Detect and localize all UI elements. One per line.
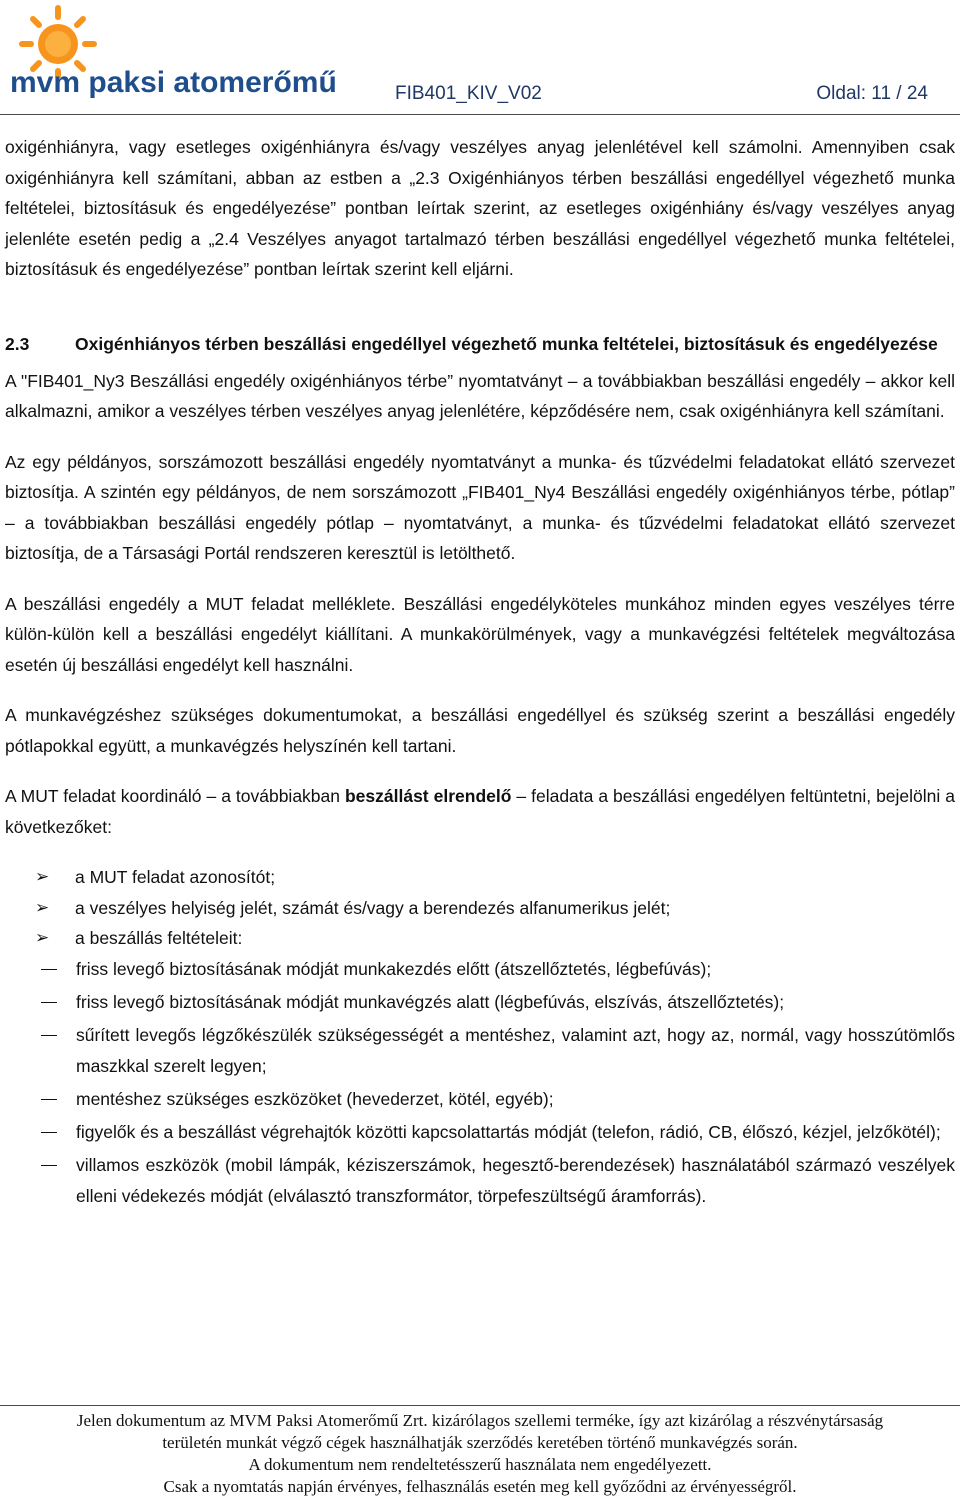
mvm-paksi-atomeromu-logo xyxy=(6,4,356,100)
dash-bullet-icon xyxy=(41,1132,57,1133)
page-number: Oldal: 11 / 24 xyxy=(816,83,928,104)
list-item xyxy=(5,923,955,954)
paragraph-5-start: A MUT feladat koordináló – a továbbiakban xyxy=(5,786,345,806)
sub-list-item xyxy=(5,987,955,1018)
intro-paragraph: oxigénhiányra, vagy esetleges oxigénhiányra és/vagy veszélyes anyag jelenlétével kell számolni. Amennyiben csak oxigénhiányra kell számítani, abban az estben a „2.3 Oxigénhiányos térben beszállási engedéllyel végezhető munka feltételei, biztosításuk és engedélyezése” pontban leírtak szerint, az esetleges oxigénhiány és/vagy veszélyes anyag jelenléte esetén pedig a „2.4 Veszélyes anyagot tartalmazó térben beszállási engedéllyel végezhető munka feltételei, biztosításuk és engedélyezése” pontban leírtak szerint kell eljárni. xyxy=(5,137,955,279)
list-item-text: a veszélyes helyiség jelét, számát és/vagy a berendezés alfanumerikus jelét; xyxy=(75,897,671,918)
sub-list-item-text: sűrített levegős légzőkészülék szükségességét a mentéshez, valamint azt, hogy az, normál, vagy hosszútömlős maszkkal szerelt legyen; xyxy=(76,1024,955,1076)
footer-line-1: Jelen dokumentum az MVM Paksi Atomerőmű Zrt. kizárólagos szellemi terméke, így azt kizárólag a részvénytársaság xyxy=(76,1411,884,1430)
list-item-text: a MUT feladat azonosítót; xyxy=(75,867,276,887)
dash-bullet-icon xyxy=(41,1165,57,1166)
page-footer xyxy=(0,1410,960,1498)
paragraph-5-end: – feladata a beszállási engedélyen feltüntetni, bejelölni a következőket: xyxy=(5,786,955,837)
sub-list-item xyxy=(5,1150,955,1212)
list-item xyxy=(5,893,955,924)
dash-bullet-icon xyxy=(41,969,57,970)
sub-list-item-text: mentéshez szükséges eszközöket (hevederzet, kötél, egyéb); xyxy=(76,1088,554,1109)
sub-list-item-text: villamos eszközök (mobil lámpák, kéziszerszámok, hegesztő-berendezések) használatából származó veszélyek elleni védekezés módját (elválasztó transzformátor, törpefeszültségű áramforrás). xyxy=(76,1154,955,1206)
sub-list-item-text: friss levegő biztosításának módját munkavégzés alatt (légbefúvás, elszívás, átszellőztetés); xyxy=(76,991,785,1012)
dash-bullet-icon xyxy=(41,1035,57,1036)
sub-list-item xyxy=(5,1117,955,1148)
page-header xyxy=(0,0,960,118)
sub-list-item xyxy=(5,1084,955,1115)
paragraph-1: A "FIB401_Ny3 Beszállási engedély oxigénhiányos térbe” nyomtatványt – a továbbiakban beszállási engedély – akkor kell alkalmazni, amikor a veszélyes térben veszélyes anyag jelenlétére, képződésére nem, csak oxigénhiányra kell számítani. xyxy=(5,370,955,421)
list-item xyxy=(5,862,955,893)
paragraph-5 xyxy=(5,781,955,842)
footer-divider xyxy=(0,1405,960,1406)
arrow-bullet-icon: ➢ xyxy=(35,897,50,917)
list-item-text: a beszállás feltételeit: xyxy=(75,928,243,948)
arrow-bullet-icon: ➢ xyxy=(35,928,50,947)
sub-list-item xyxy=(5,1020,955,1082)
paragraph-2: Az egy példányos, sorszámozott beszállási engedély nyomtatványt a munka- és tűzvédelmi feladatokat ellátó szervezet biztosítja. A szintén egy példányos, de nem sorszámozott „FIB401_Ny4 Beszállási engedély oxigénhiányos térbe, pótlap” – a továbbiakban beszállási engedély pótlap – nyomtatványt, a munka- és tűzvédelmi feladatokat ellátó szervezet biztosítja, de a Társasági Portál rendszeren keresztül is letölthető. xyxy=(5,451,955,563)
footer-line-4: Csak a nyomtatás napján érvényes, felhasználás esetén meg kell győződni az érvényességről. xyxy=(163,1477,797,1496)
section-heading xyxy=(5,331,955,358)
svg-text:mvm paksi atomerőmű: mvm paksi atomerőmű xyxy=(10,66,337,99)
dash-bullet-icon xyxy=(41,1002,57,1003)
footer-line-2: területén munkát végző cégek használhatják szerződés keretében történő munkavégzés során. xyxy=(162,1433,798,1452)
footer-line-3: A dokumentum nem rendeltetésszerű használata nem engedélyezett. xyxy=(248,1455,712,1474)
arrow-bullet-icon: ➢ xyxy=(35,867,50,886)
sub-list-item-text: figyelők és a beszállást végrehajtók közötti kapcsolattartás módját (telefon, rádió, CB, élőszó, kézjel, jelzőkötél); xyxy=(76,1121,941,1142)
section-title: Oxigénhiányos térben beszállási engedéllyel végezhető munka feltételei, biztosításuk és engedélyezése xyxy=(75,333,938,354)
document-code: FIB401_KIV_V02 xyxy=(395,83,542,104)
dash-bullet-icon xyxy=(41,1099,57,1100)
sub-list-item xyxy=(5,954,955,985)
sub-list-item-text: friss levegő biztosításának módját munkakezdés előtt (átszellőztetés, légbefúvás); xyxy=(76,958,712,979)
document-body xyxy=(5,132,955,1214)
header-divider xyxy=(0,114,960,115)
section-number: 2.3 xyxy=(5,333,30,354)
paragraph-3: A beszállási engedély a MUT feladat melléklete. Beszállási engedélyköteles munkához minden egyes veszélyes térre külön-külön kell a beszállási engedélyt kiállítani. A munkakörülmények, vagy a munkavégzési feltételek megváltozása esetén új beszállási engedélyt kell használni. xyxy=(5,593,955,675)
requirements-list xyxy=(5,862,955,954)
conditions-sublist xyxy=(5,954,955,1212)
paragraph-4: A munkavégzéshez szükséges dokumentumokat, a beszállási engedéllyel és szükség szerint a beszállási engedély pótlapokkal együtt, a munkavégzés helyszínén kell tartani. xyxy=(5,705,955,756)
paragraph-5-bold: beszállást elrendelő xyxy=(344,786,512,806)
